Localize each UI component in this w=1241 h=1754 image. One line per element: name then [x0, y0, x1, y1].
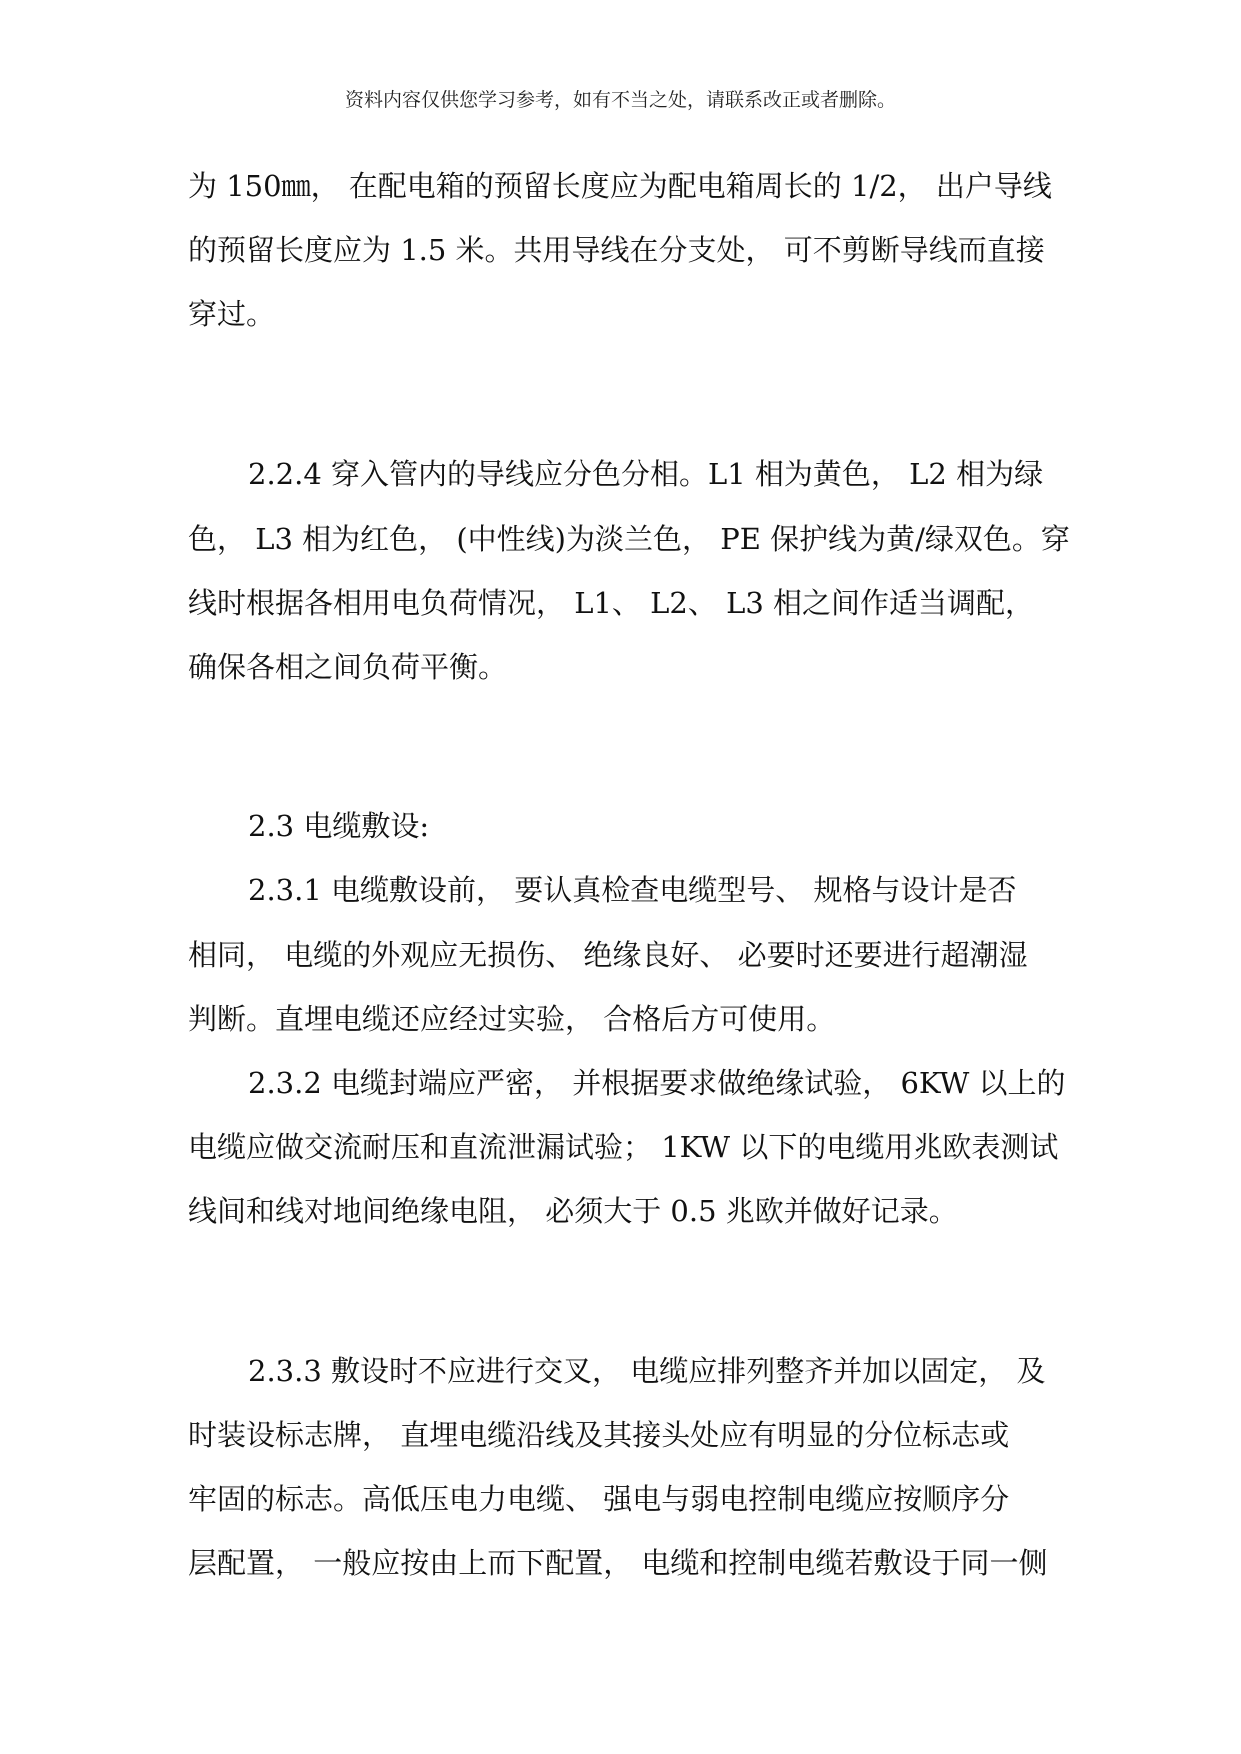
header-disclaimer: 资料内容仅供您学习参考，如有不当之处，请联系改正或者删除。 — [344, 89, 896, 111]
text-line: 的预留长度应为 1.5 米。共用导线在分支处， 可不剪断导线而直接 — [188, 233, 1045, 267]
text-line: 穿过。 — [188, 297, 276, 331]
text-line: 2.3.2 电缆封端应严密， 并根据要求做绝缘试验， 6KW 以上的 — [248, 1066, 1066, 1100]
text-line: 2.3.3 敷设时不应进行交叉， 电缆应排列整齐并加以固定， 及 — [248, 1354, 1046, 1388]
section-heading: 2.3 电缆敷设: — [248, 809, 430, 843]
text-line: 2.2.4 穿入管内的导线应分色分相。L1 相为黄色， L2 相为绿 — [248, 457, 1044, 491]
text-line: 色， L3 相为红色， (中性线)为淡兰色， PE 保护线为黄/绿双色。穿 — [188, 522, 1070, 556]
text-line: 牢固的标志。高低压电力电缆、 强电与弱电控制电缆应按顺序分 — [188, 1482, 1010, 1516]
text-line: 电缆应做交流耐压和直流泄漏试验； 1KW 以下的电缆用兆欧表测试 — [188, 1130, 1059, 1164]
text-line: 判断。直埋电缆还应经过实验， 合格后方可使用。 — [188, 1002, 836, 1036]
text-line: 2.3.1 电缆敷设前， 要认真检查电缆型号、 规格与设计是否 — [248, 873, 1017, 907]
text-line: 线时根据各相用电负荷情况， L1、 L2、 L3 相之间作适当调配， — [188, 586, 1034, 620]
text-line: 时装设标志牌， 直埋电缆沿线及其接头处应有明显的分位标志或 — [188, 1418, 1010, 1452]
text-line: 线间和线对地间绝缘电阻， 必须大于 0.5 兆欧并做好记录。 — [188, 1194, 958, 1228]
text-line: 确保各相之间负荷平衡。 — [188, 650, 508, 684]
text-line: 层配置， 一般应按由上而下配置， 电缆和控制电缆若敷设于同一侧 — [188, 1546, 1048, 1580]
text-line: 相同， 电缆的外观应无损伤、 绝缘良好、 必要时还要进行超潮湿 — [188, 938, 1028, 972]
text-line: 为 150㎜， 在配电箱的预留长度应为配电箱周长的 1/2， 出户导线 — [188, 169, 1052, 203]
